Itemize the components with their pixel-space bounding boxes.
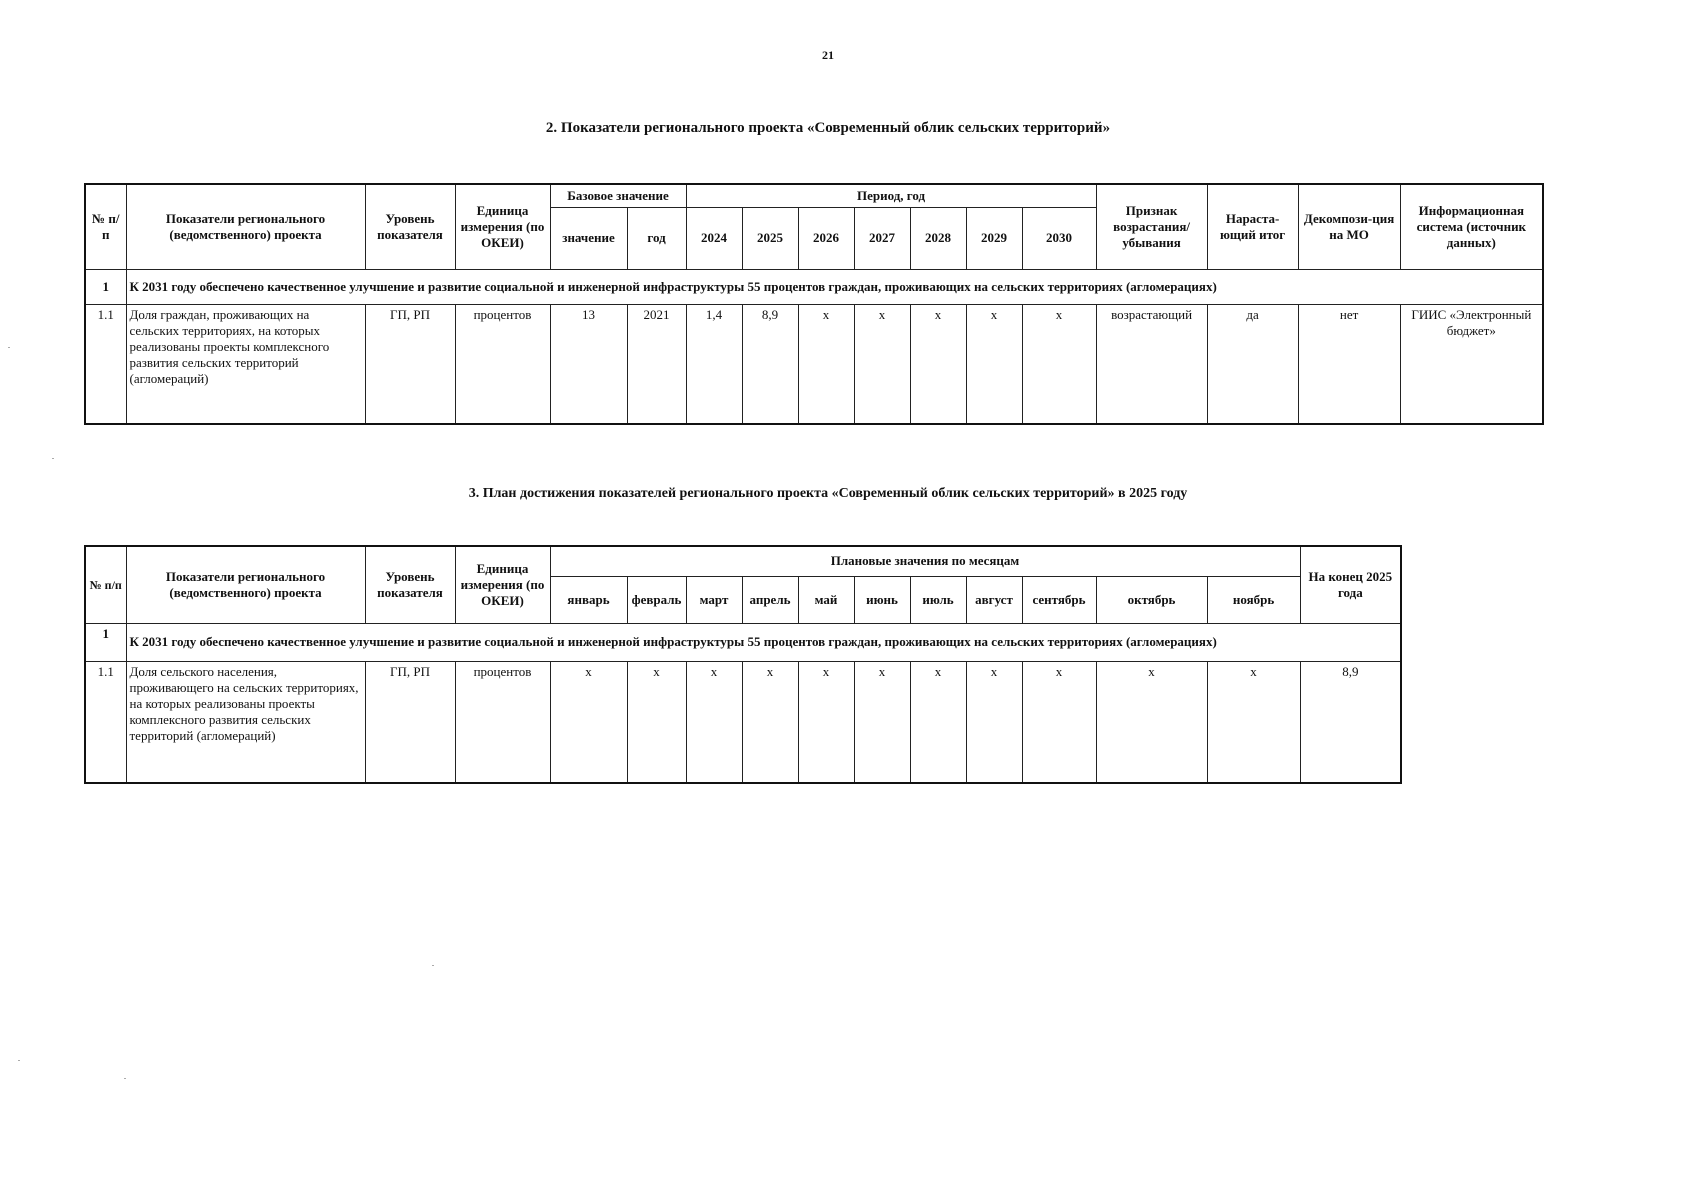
row-cumulative: да [1207,304,1298,424]
header-indicator: Показатели регионального (ведомственного) проекта [126,184,365,269]
plan-row-month-value: x [854,661,910,783]
plan-header-month: январь [550,576,627,623]
header-infosys: Информационная система (источник данных) [1400,184,1543,269]
row-base-value: 13 [550,304,627,424]
plan-header-month: июль [910,576,966,623]
row-year-value: x [798,304,854,424]
plan-header-month: февраль [627,576,686,623]
plan-header-month: ноябрь [1207,576,1300,623]
scan-speck [432,965,434,966]
plan-row-month-value: x [550,661,627,783]
plan-header-month: июнь [854,576,910,623]
row-base-year: 2021 [627,304,686,424]
header-year: 2028 [910,207,966,269]
scan-speck [124,1078,126,1079]
header-year: 2029 [966,207,1022,269]
row-level: ГП, РП [365,304,455,424]
plan-header-month: сентябрь [1022,576,1096,623]
header-year: 2026 [798,207,854,269]
row-year-value: x [910,304,966,424]
goal-text: К 2031 году обеспечено качественное улучшение и развитие социальной и инженерной инфраструктуры 55 процентов граждан, проживающих на сельских территориях (агломерациях) [126,269,1543,304]
header-year: 2025 [742,207,798,269]
goal-num: 1 [85,269,126,304]
plan-row-level: ГП, РП [365,661,455,783]
header-base-year: год [627,207,686,269]
plan-header-month: апрель [742,576,798,623]
plan-row-unit: процентов [455,661,550,783]
plan-row-month-value: x [627,661,686,783]
plan-goal-text: К 2031 году обеспечено качественное улучшение и развитие социальной и инженерной инфраструктуры 55 процентов граждан, проживающих на сельских территориях (агломерациях) [126,623,1401,661]
plan-row-num: 1.1 [85,661,126,783]
plan-header-month: май [798,576,854,623]
header-cumulative: Нараста-ющий итог [1207,184,1298,269]
row-sign: возрастающий [1096,304,1207,424]
scan-speck [18,1060,20,1061]
header-year: 2030 [1022,207,1096,269]
header-year: 2024 [686,207,742,269]
scan-speck [8,347,10,348]
plan-row-indicator: Доля сельского населения, проживающего на сельских территориях, на которых реализованы проекты комплексного развития сельских территорий (агломераций) [126,661,365,783]
indicators-table [84,183,1544,425]
header-sign: Признак возрастания/ убывания [1096,184,1207,269]
page-number: 21 [822,48,834,62]
row-infosys: ГИИС «Электронный бюджет» [1400,304,1543,424]
row-year-value: x [1022,304,1096,424]
header-period: Период, год [686,184,1096,207]
plan-row-month-value: x [966,661,1022,783]
plan-row-month-value: x [1096,661,1207,783]
row-unit: процентов [455,304,550,424]
scan-speck [52,458,54,459]
header-year: 2027 [854,207,910,269]
row-year-value: x [966,304,1022,424]
plan-row-month-value: x [798,661,854,783]
plan-row-month-value: x [686,661,742,783]
header-decomp: Декомпози-ция на МО [1298,184,1400,269]
row-year-value: 8,9 [742,304,798,424]
plan-header-indicator: Показатели регионального (ведомственного) проекта [126,546,365,623]
plan-header-level: Уровень показателя [365,546,455,623]
header-base-value: значение [550,207,627,269]
plan-header-month: август [966,576,1022,623]
plan-row-month-value: x [1207,661,1300,783]
plan-header-monthly: Плановые значения по месяцам [550,546,1300,576]
plan-row-end: 8,9 [1300,661,1401,783]
row-num: 1.1 [85,304,126,424]
plan-header-month: октябрь [1096,576,1207,623]
section2-title: 2. Показатели регионального проекта «Современный облик сельских территорий» [545,120,1111,136]
monthly-plan-table [84,545,1402,784]
plan-row-month-value: x [742,661,798,783]
header-unit: Единица измерения (по ОКЕИ) [455,184,550,269]
header-num: № п/п [85,184,126,269]
row-indicator: Доля граждан, проживающих на сельских территориях, на которых реализованы проекты комплексного развития сельских территорий (агломераций) [126,304,365,424]
plan-header-month: март [686,576,742,623]
row-year-value: 1,4 [686,304,742,424]
header-level: Уровень показателя [365,184,455,269]
plan-row-month-value: x [1022,661,1096,783]
plan-goal-num: 1 [85,623,126,661]
row-decomp: нет [1298,304,1400,424]
plan-header-end: На конец 2025 года [1300,546,1401,623]
plan-row-month-value: x [910,661,966,783]
section3-title: 3. План достижения показателей регионального проекта «Современный облик сельских территорий» в 2025 году [468,486,1188,501]
plan-header-unit: Единица измерения (по ОКЕИ) [455,546,550,623]
header-base: Базовое значение [550,184,686,207]
plan-header-num: № п/п [85,546,126,623]
row-year-value: x [854,304,910,424]
